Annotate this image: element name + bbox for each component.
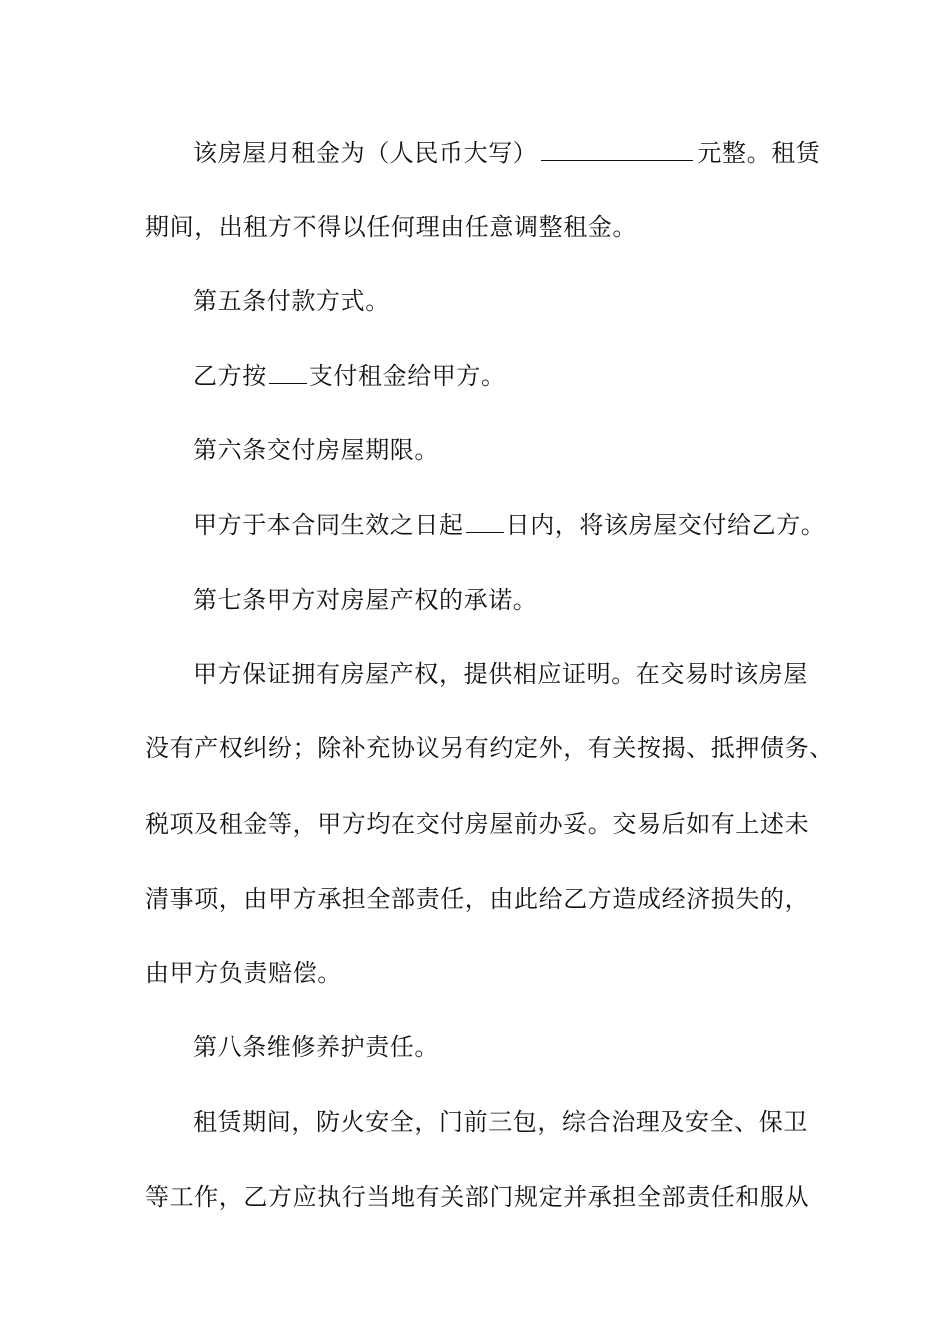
text-segment: 元整。租赁 bbox=[697, 139, 821, 167]
blank-field bbox=[466, 510, 504, 533]
section-heading-maintenance: 第八条维修养护责任。 bbox=[193, 1033, 439, 1061]
paragraph-line: 由甲方负责赔偿。 bbox=[145, 959, 342, 987]
section-heading-delivery: 第六条交付房屋期限。 bbox=[193, 436, 439, 464]
delivery-days-line bbox=[193, 509, 825, 541]
text-segment: 支付租金给甲方。 bbox=[308, 362, 506, 390]
blank-field bbox=[541, 138, 693, 161]
paragraph-line: 税项及租金等，甲方均在交付房屋前办妥。交易后如有上述未 bbox=[145, 810, 810, 838]
rent-amount-line bbox=[193, 137, 820, 169]
text-segment: 该房屋月租金为（人民币大写） bbox=[193, 139, 538, 167]
text-segment: 乙方按 bbox=[193, 362, 267, 390]
text-segment: 甲方于本合同生效之日起 bbox=[193, 511, 464, 539]
paragraph-line: 租赁期间，防火安全，门前三包，综合治理及安全、保卫 bbox=[193, 1108, 808, 1136]
payment-method-line bbox=[193, 360, 506, 392]
paragraph-line: 期间，出租方不得以任何理由任意调整租金。 bbox=[145, 213, 637, 241]
paragraph-line: 没有产权纠纷；除补充协议另有约定外，有关按揭、抵押债务、 bbox=[145, 734, 834, 762]
text-segment: 日内，将该房屋交付给乙方。 bbox=[505, 511, 826, 539]
paragraph-line: 清事项，由甲方承担全部责任，由此给乙方造成经济损失的， bbox=[145, 885, 810, 913]
section-heading-payment: 第五条付款方式。 bbox=[193, 287, 390, 315]
paragraph-line: 甲方保证拥有房屋产权，提供相应证明。在交易时该房屋 bbox=[193, 660, 808, 688]
section-heading-ownership: 第七条甲方对房屋产权的承诺。 bbox=[193, 586, 538, 614]
blank-field bbox=[269, 361, 307, 384]
paragraph-line: 等工作，乙方应执行当地有关部门规定并承担全部责任和服从 bbox=[145, 1183, 810, 1211]
